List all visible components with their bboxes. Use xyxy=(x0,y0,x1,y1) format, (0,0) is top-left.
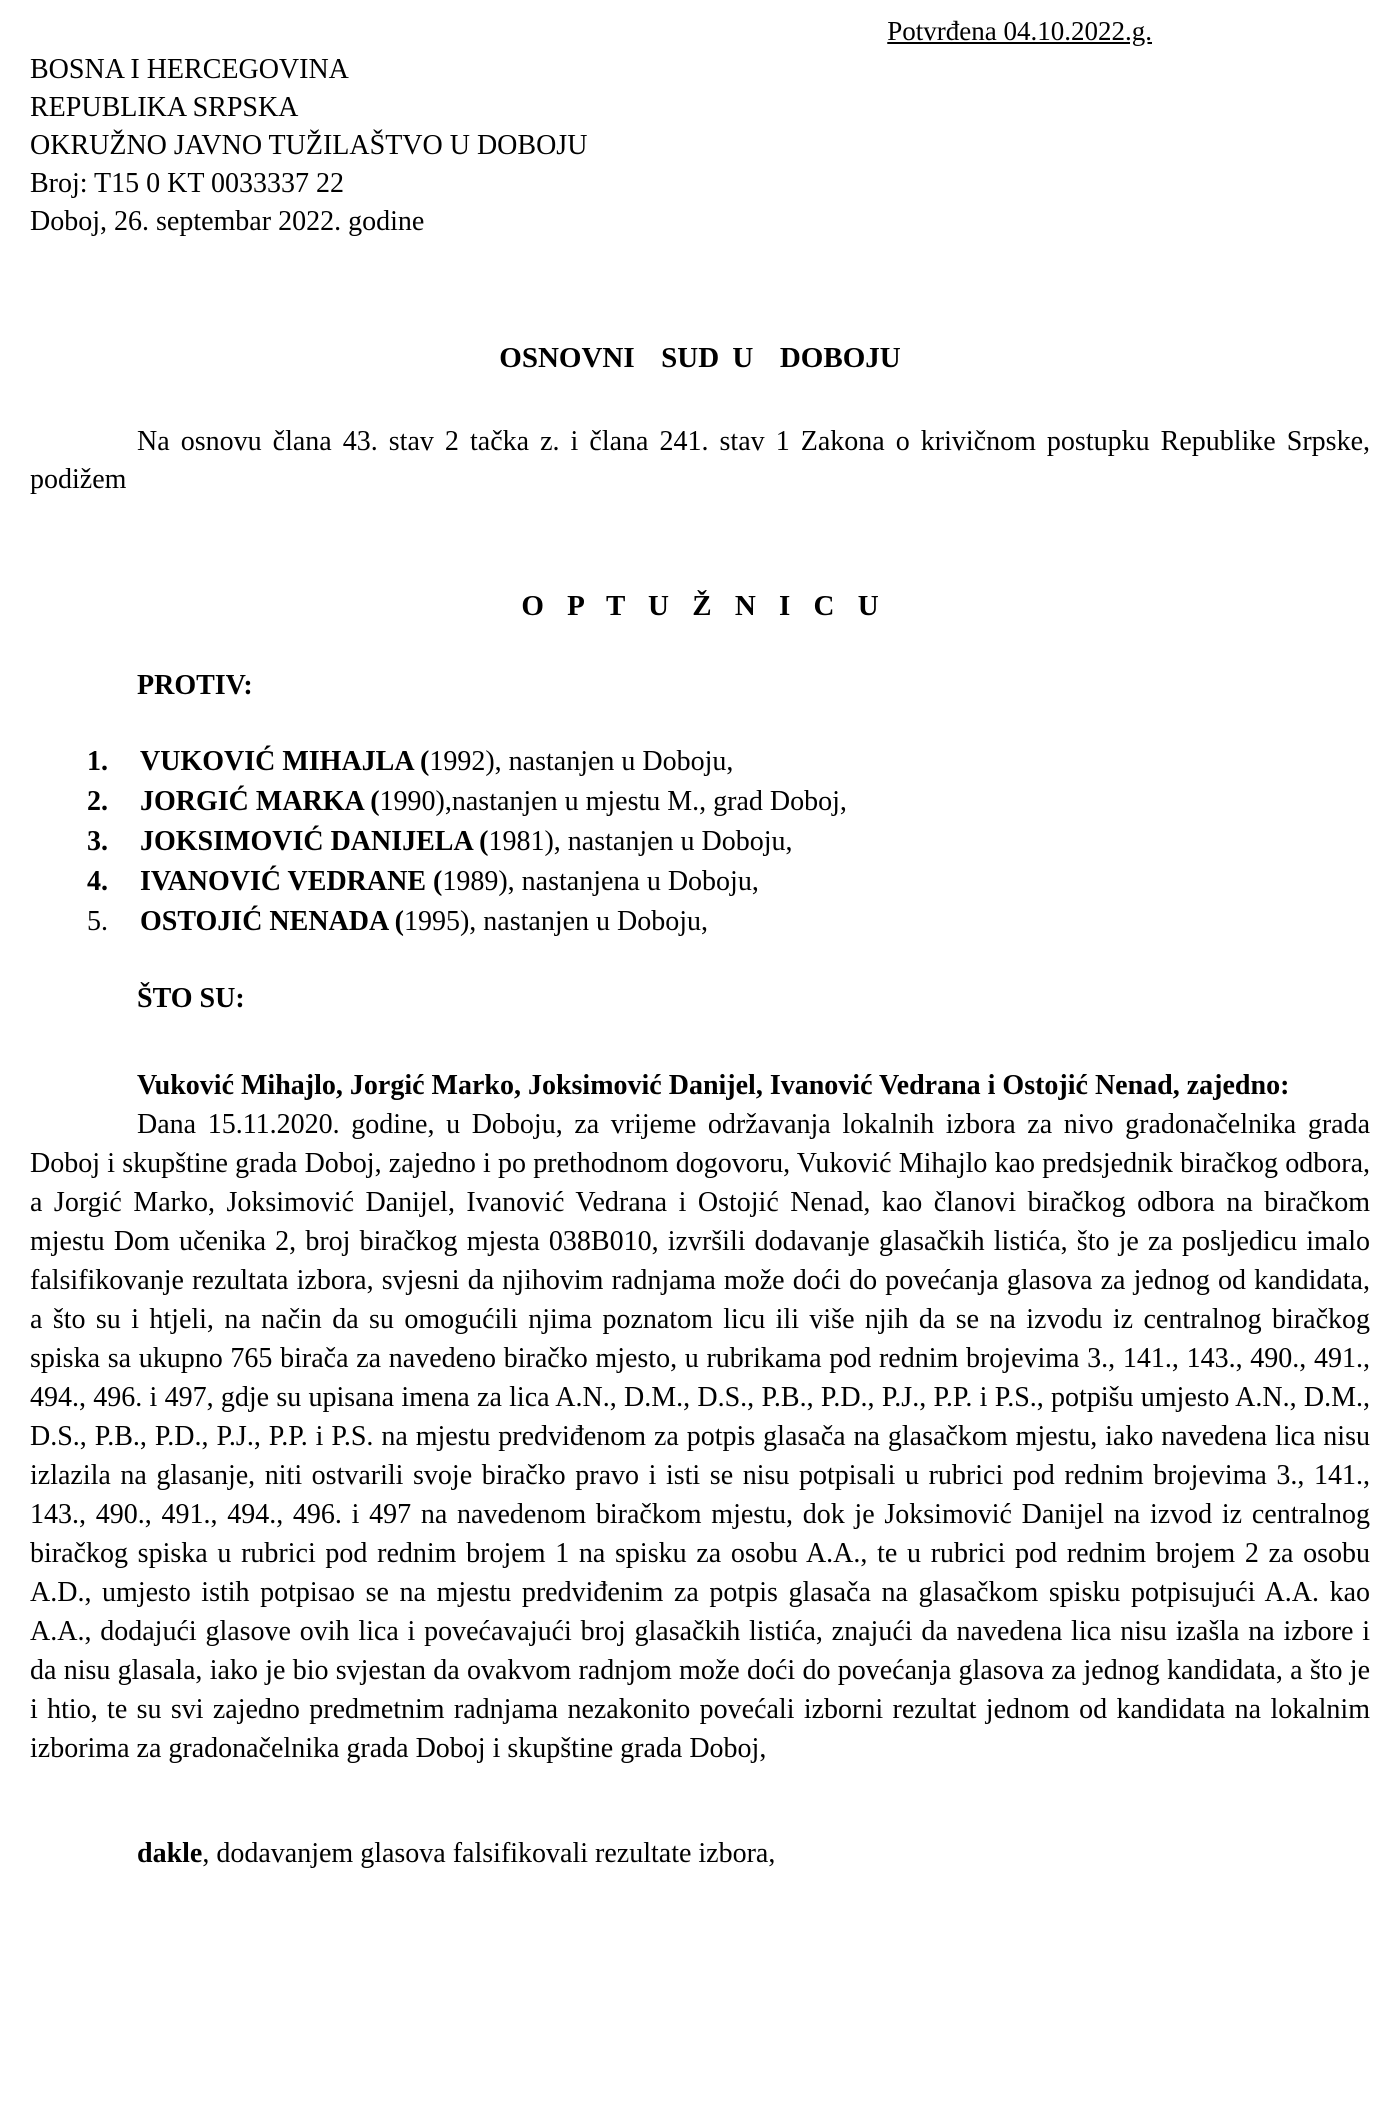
conclusion-paragraph xyxy=(137,1834,1370,1873)
letterhead xyxy=(30,51,1370,241)
letterhead-case-number: Broj: T15 0 KT 0033337 22 xyxy=(30,168,344,199)
defendant-number: 5. xyxy=(87,906,108,937)
defendant-name: JOKSIMOVIĆ DANIJELA ( xyxy=(140,826,489,857)
what-they-did-label: ŠTO SU: xyxy=(137,983,245,1014)
confirmation-line xyxy=(30,0,1370,51)
defendant-number: 4. xyxy=(87,866,108,897)
defendant-name: OSTOJIĆ NENADA ( xyxy=(140,906,404,937)
letterhead-entity: REPUBLIKA SRPSKA xyxy=(30,92,299,123)
defendant-details: 1995), nastanjen u Doboju, xyxy=(403,906,709,937)
defendant-details: 1989), nastanjena u Doboju, xyxy=(442,866,759,897)
letterhead-country: BOSNA I HERCEGOVINA xyxy=(30,54,349,85)
court-title: OSNOVNI SUD U DOBOJU xyxy=(499,342,901,374)
against-label: PROTIV: xyxy=(137,670,253,701)
conclusion-keyword: dakle xyxy=(137,1838,203,1869)
defendant-list xyxy=(30,742,1370,942)
joint-statement-paragraph: Vuković Mihajlo, Jorgić Marko, Joksimović Danijel, Ivanović Vedrana i Ostojić Nenad, zajedno: xyxy=(137,1070,1290,1101)
defendant-details: 1992), nastanjen u Doboju, xyxy=(429,746,734,777)
defendant-number: 1. xyxy=(87,746,108,777)
defendant-details: 1981), nastanjen u Doboju, xyxy=(488,826,793,857)
defendant-row xyxy=(87,822,1370,862)
defendant-row xyxy=(87,862,1370,902)
conclusion-text: , dodavanjem glasova falsifikovali rezultate izbora, xyxy=(202,1838,776,1869)
defendant-number: 3. xyxy=(87,826,108,857)
defendant-row xyxy=(87,782,1370,822)
defendant-name: IVANOVIĆ VEDRANE ( xyxy=(140,866,443,897)
body-paragraph: Dana 15.11.2020. godine, u Doboju, za vrijeme održavanja lokalnih izbora za nivo gradonačelnika grada Doboj i skupštine grada Doboj, zajedno i po prethodnom dogovoru, Vuković Mihajlo kao predsjednik biračkog odbora, a Jorgić Marko, Joksimović Danijel, Ivanović Vedrana i Ostojić Nenad, kao članovi biračkog odbora na biračkom mjestu Dom učenika 2, broj biračkog mjesta 038B010, izvršili dodavanje glasačkih listića, što je za posljedicu imalo falsifikovanje rezultata izbora, svjesni da njihovim radnjama može doći do povećanja glasova za jednog od kandidata, a što su i htjeli, na način da su omogućili njima poznatom licu ili više njih da se na izvodu iz centralnog biračkog spiska sa ukupno 765 birača za navedeno biračko mjesto, u rubrikama pod rednim brojevima 3., 141., 143., 490., 491., 494., 496. i 497, gdje su upisana imena za lica A.N., D.M., D.S., P.B., P.D., P.J., P.P. i P.S., potpišu umjesto A.N., D.M., D.S., P.B., P.D., P.J., P.P. i P.S. na mjestu predviđenom za potpis glasača na glasačkom mjestu, iako navedena lica nisu izlazila na glasanje, niti ostvarili svoje biračko pravo i isti se nisu potpisali u rubrici pod rednim brojevima 3., 141., 143., 490., 491., 494., 496. i 497 na navedenom biračkom mjestu, dok je Joksimović Danijel na izvod iz centralnog biračkog spiska u rubrici pod rednim brojem 1 na spisku za osobu A.A., te u rubrici pod rednim brojem 2 za osobu A.D., umjesto istih potpisao se na mjestu predviđenim za potpis glasača na glasačkom spisku potpisujući A.A. kao A.A., dodajući glasove ovih lica i povećavajući broj glasačkih listića, znajući da navedena lica nisu izašla na izbore i da nisu glasala, iako je bio svjestan da ovakvom radnjom može doći do povećanja glasova za jednog kandidata, a što je i htio, te su svi zajedno predmetnim radnjama nezakonito povećali izborni rezultat jednom od kandidata na lokalnim izborima za gradonačelnika grada Doboj i skupštine grada Doboj, xyxy=(30,1109,1370,1764)
defendant-details: 1990),nastanjen u mjestu M., grad Doboj, xyxy=(379,786,847,817)
document-title: O P T U Ž N I C U xyxy=(521,590,879,622)
defendant-name: VUKOVIĆ MIHAJLA ( xyxy=(140,746,430,777)
letterhead-office: OKRUŽNO JAVNO TUŽILAŠTVO U DOBOJU xyxy=(30,130,588,161)
letterhead-place-date: Doboj, 26. septembar 2022. godine xyxy=(30,206,425,237)
defendant-name: JORGIĆ MARKA ( xyxy=(140,786,380,817)
confirmation-date: Potvrđena 04.10.2022.g. xyxy=(887,16,1152,46)
defendant-number: 2. xyxy=(87,786,108,817)
defendant-row xyxy=(87,902,1370,942)
legal-basis-paragraph: Na osnovu člana 43. stav 2 tačka z. i člana 241. stav 1 Zakona o krivičnom postupku Republike Srpske, podižem xyxy=(30,426,1370,495)
defendant-row xyxy=(87,742,1370,782)
